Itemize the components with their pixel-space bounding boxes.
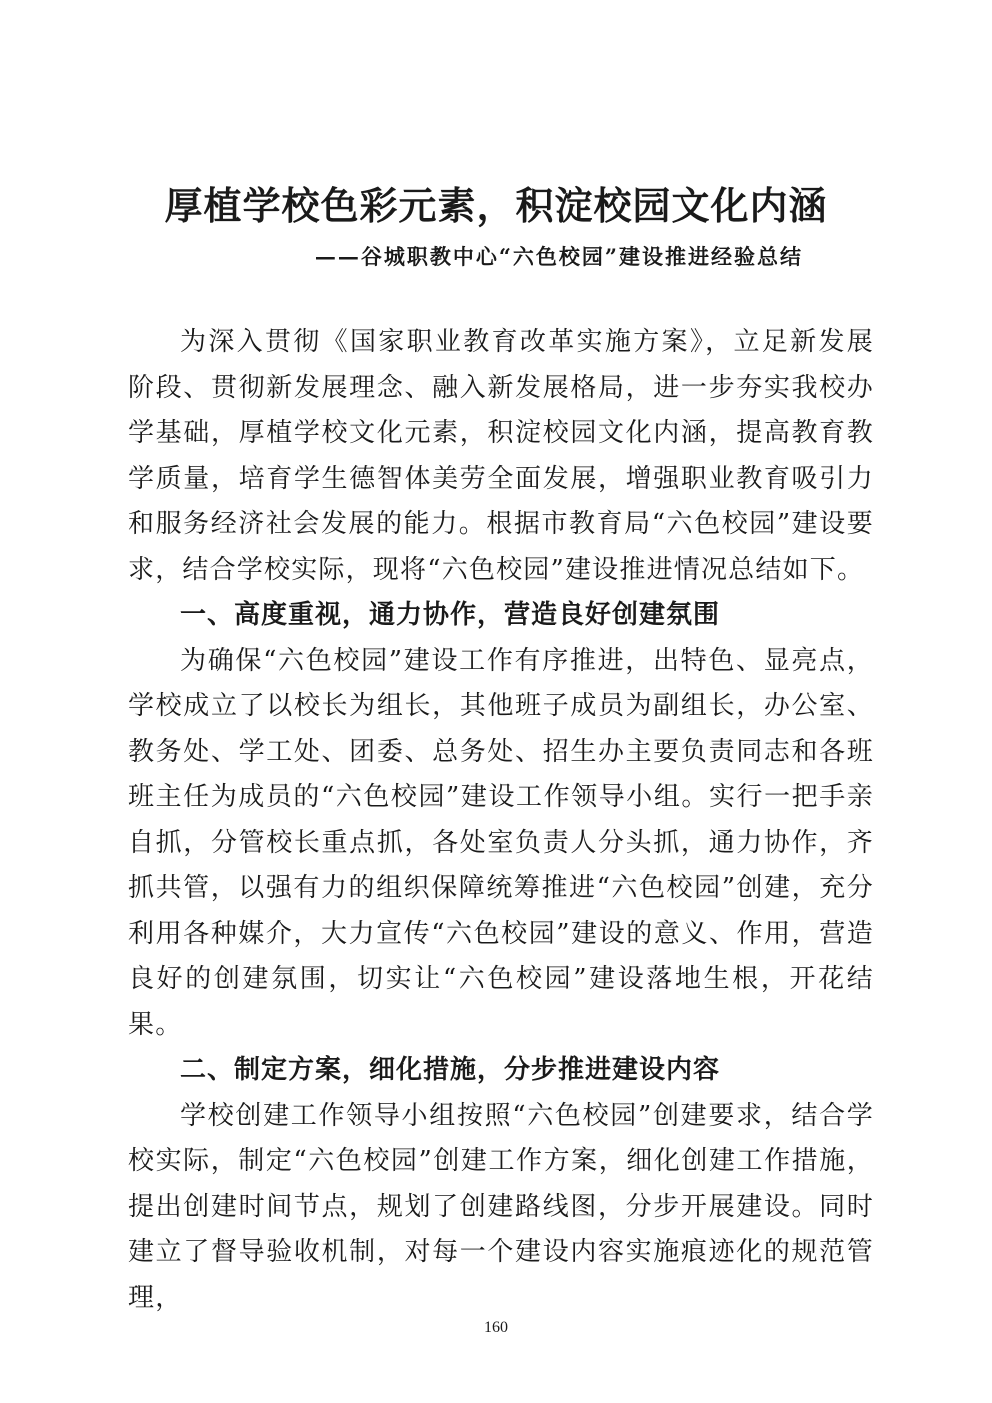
section-1-heading: 一、高度重视，通力协作，营造良好创建氛围: [180, 600, 721, 630]
section-1-paragraph: 为确保“六色校园”建设工作有序推进，出特色、显亮点，学校成立了以校长为组长，其他班子成员为副组长，办公室、教务处、学工处、团委、总务处、招生办主要负责同志和各班班主任为成员的“六色校园”建设工作领导小组。实行一把手亲自抓，分管校长重点抓，各处室负责人分头抓，通力协作，齐抓共管，以强有力的组织保障统筹推进“六色校园”创建，充分利用各种媒介，大力宣传“六色校园”建设的意义、作用，营造良好的创建氛围，切实让“六色校园”建设落地生根，开花结果。: [128, 645, 874, 1040]
page-number: 160: [484, 1319, 508, 1336]
document-subtitle: ——谷城职教中心“六色校园”建设推进经验总结: [314, 244, 803, 269]
intro-paragraph: 为深入贯彻《国家职业教育改革实施方案》，立足新发展阶段、贯彻新发展理念、融入新发展格局，进一步夯实我校办学基础，厚植学校文化元素，积淀校园文化内涵，提高教育教学质量，培育学生德智体美劳全面发展，增强职业教育吸引力和服务经济社会发展的能力。根据市教育局“六色校园”建设要求，结合学校实际，现将“六色校园”建设推进情况总结如下。: [128, 327, 874, 585]
section-2-heading: 二、制定方案，细化措施，分步推进建设内容: [180, 1055, 721, 1085]
section-2-paragraph: 学校创建工作领导小组按照“六色校园”创建要求，结合学校实际，制定“六色校园”创建工作方案，细化创建工作措施，提出创建时间节点，规划了创建路线图，分步开展建设。同时建立了督导验收机制，对每一个建设内容实施痕迹化的规范管理，: [128, 1100, 874, 1313]
document-title: 厚植学校色彩元素，积淀校园文化内涵: [164, 183, 828, 228]
document-body: [128, 320, 874, 1321]
